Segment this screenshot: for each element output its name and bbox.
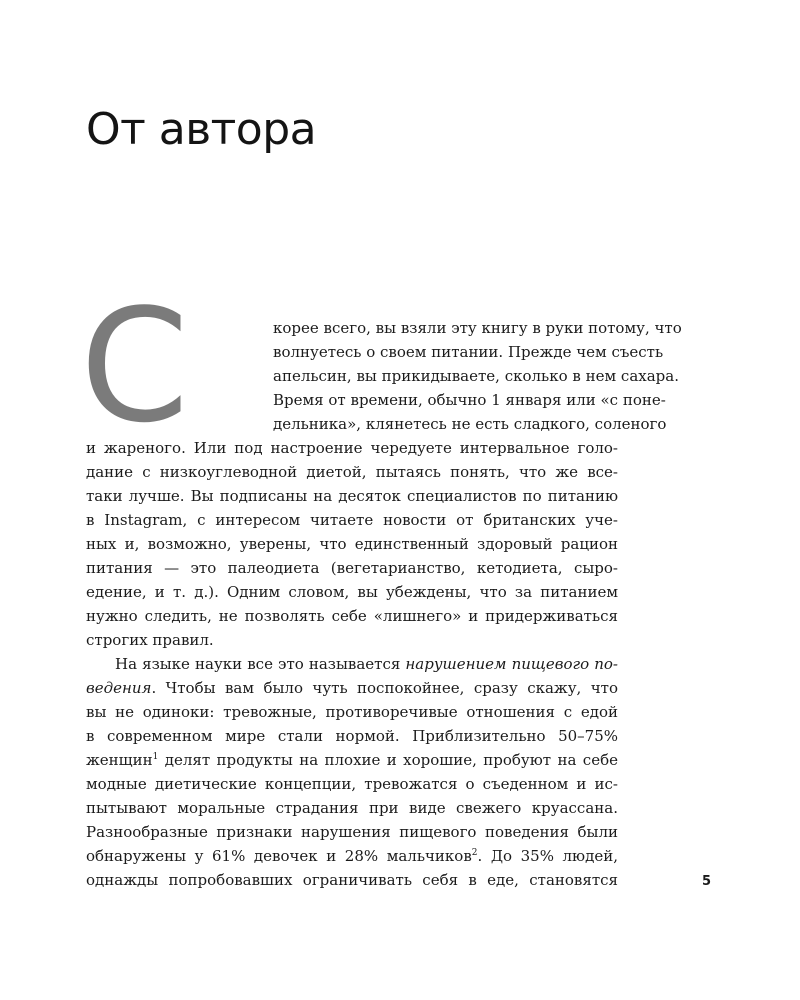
text-line: вы не одиноки: тревожные, противоречивые отношения с едой bbox=[86, 703, 618, 721]
paragraph-1 bbox=[86, 316, 682, 652]
text-run: делят продукты на плохие и хорошие, пробуют на себе bbox=[158, 751, 618, 769]
text-line: нужно следить, не позволять себе «лишнего» и придерживаться bbox=[86, 607, 618, 625]
text-line: Разнообразные признаки нарушения пищевого поведения были bbox=[86, 823, 618, 841]
text-line: и жареного. Или под настроение чередуете интервальное голо- bbox=[86, 439, 618, 457]
footnote-marker: 1 bbox=[152, 752, 159, 762]
text-run: женщин bbox=[86, 751, 153, 769]
text-line: едение, и т. д.). Одним словом, вы убеждены, что за питанием bbox=[86, 583, 618, 601]
text-line: апельсин, вы прикидываете, сколько в нем сахара. bbox=[273, 367, 679, 385]
text-run: На языке науки все это называется bbox=[115, 655, 406, 673]
text-line: в Instagram, с интересом читаете новости от британских уче- bbox=[86, 511, 618, 529]
text-line: дельника», клянетесь не есть сладкого, соленого bbox=[273, 415, 667, 433]
text-line: таки лучше. Вы подписаны на десяток специалистов по питанию bbox=[86, 487, 618, 505]
text-line: волнуетесь о своем питании. Прежде чем съесть bbox=[273, 343, 664, 361]
text-line bbox=[86, 748, 618, 772]
text-run: . Чтобы вам было чуть поспокойнее, сразу скажу, что bbox=[151, 679, 618, 697]
text-line bbox=[86, 844, 618, 868]
text-line: в современном мире стали нормой. Приблизительно 50–75% bbox=[86, 727, 618, 745]
text-run: обнаружены у 61% девочек и 28% мальчиков bbox=[86, 847, 472, 865]
chapter-body bbox=[86, 316, 682, 892]
emphasis-term: нарушением пищевого по- bbox=[405, 655, 618, 673]
text-line: пытывают моральные страдания при виде свежего круассана. bbox=[86, 799, 618, 817]
text-line bbox=[86, 652, 618, 676]
text-line bbox=[86, 676, 618, 700]
text-line: строгих правил. bbox=[86, 631, 214, 649]
text-line: Время от времени, обычно 1 января или «с поне- bbox=[273, 391, 666, 409]
text-line: дание с низкоуглеводной диетой, пытаясь понять, что же все- bbox=[86, 463, 618, 481]
text-line: ных и, возможно, уверены, что единственный здоровый рацион bbox=[86, 535, 618, 553]
text-line: питания — это палеодиета (вегетарианство, кетодиета, сыро- bbox=[86, 559, 618, 577]
drop-cap-letter: С bbox=[80, 275, 189, 457]
text-line: модные диетические концепции, тревожатся о съеденном и ис- bbox=[86, 775, 618, 793]
footnote-marker: 2 bbox=[471, 848, 478, 858]
paragraph-2 bbox=[86, 652, 618, 892]
emphasis-term: ведения bbox=[86, 679, 152, 697]
text-line: корее всего, вы взяли эту книгу в руки потому, что bbox=[273, 319, 682, 337]
text-line: однажды попробовавших ограничивать себя в еде, становятся bbox=[86, 871, 618, 889]
page-number: 5 bbox=[702, 874, 712, 889]
chapter-title: От автора bbox=[86, 104, 317, 155]
text-run: . До 35% людей, bbox=[477, 847, 618, 865]
